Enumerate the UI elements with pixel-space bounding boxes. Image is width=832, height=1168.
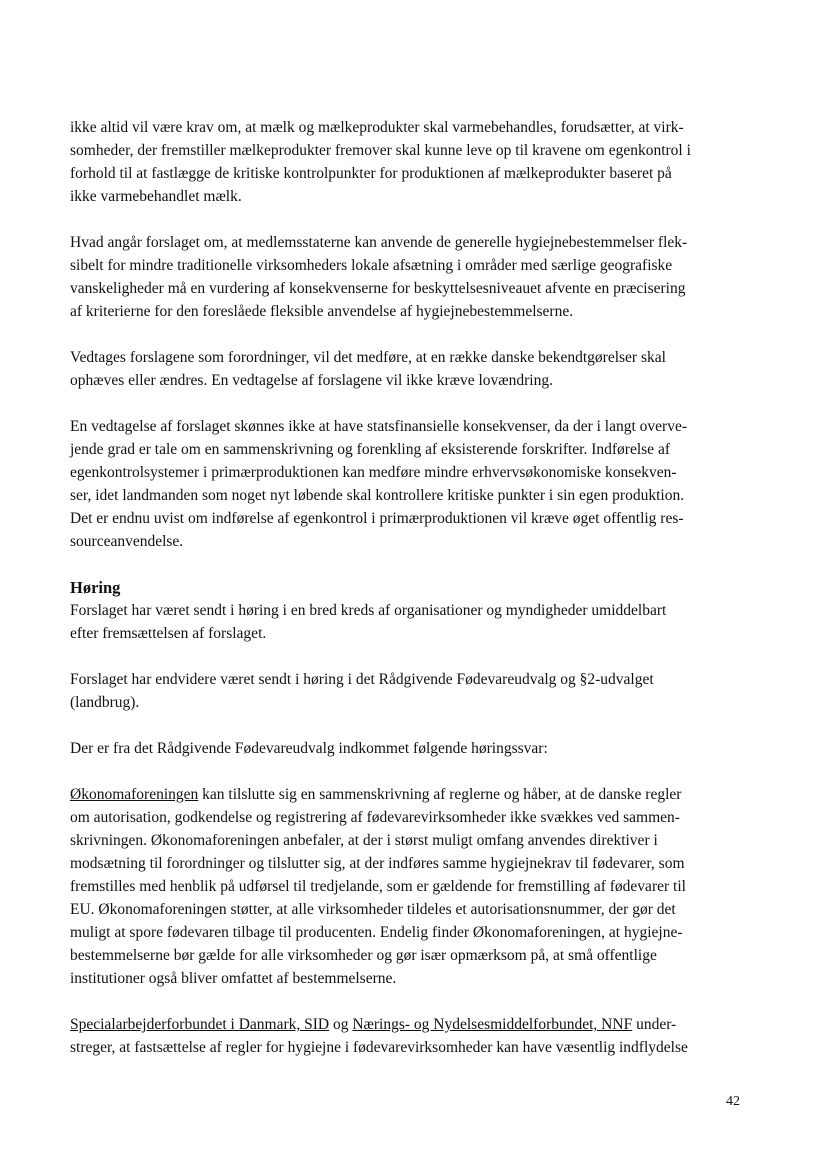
organization-name: Nærings- og Nydelsesmiddelforbundet, NNF bbox=[352, 1016, 633, 1033]
paragraph-financial-consequences bbox=[70, 415, 760, 553]
text-line: streger, at fastsættelse af regler for hygiejne i fødevarevirksomheder kan have væsentlig indflydelse bbox=[70, 1039, 688, 1056]
text-line: ikke altid vil være krav om, at mælk og mælkeprodukter skal varmebehandles, forudsætter, at virk- bbox=[70, 119, 684, 136]
text-line: ophæves eller ændres. En vedtagelse af forslagene vil ikke kræve lovændring. bbox=[70, 372, 553, 389]
paragraph-flexible-hygiene bbox=[70, 231, 760, 323]
text-line: skrivningen. Økonomaforeningen anbefaler, at der i størst muligt omfang anvendes direktiver i bbox=[70, 832, 658, 849]
text-line: sourceanvendelse. bbox=[70, 533, 184, 550]
text-line: Vedtages forslagene som forordninger, vil det medføre, at en række danske bekendtgørelser skal bbox=[70, 349, 666, 366]
organization-name: Specialarbejderforbundet i Danmark, SID bbox=[70, 1016, 330, 1033]
text-line: (landbrug). bbox=[70, 694, 140, 711]
text-line: egenkontrolsystemer i primærproduktionen kan medføre mindre erhvervsøkonomiske konsekven- bbox=[70, 464, 677, 481]
paragraph-milk-requirements bbox=[70, 116, 760, 208]
text-line: forhold til at fastlægge de kritiske kontrolpunkter for produktionen af mælkeprodukter baseret på bbox=[70, 165, 672, 182]
paragraph-horing-responses bbox=[70, 737, 760, 760]
text-line: En vedtagelse af forslaget skønnes ikke at have statsfinansielle konsekvenser, da der i langt overve- bbox=[70, 418, 688, 435]
section-horing bbox=[70, 576, 760, 645]
text-line: Der er fra det Rådgivende Fødevareudvalg indkommet følgende høringssvar: bbox=[70, 740, 548, 757]
section-heading: Høring bbox=[70, 578, 121, 597]
text-line: Forslaget har været sendt i høring i en bred kreds af organisationer og myndigheder umiddelbart bbox=[70, 602, 667, 619]
text-segment: og bbox=[329, 1016, 353, 1033]
text-line: EU. Økonomaforeningen støtter, at alle virksomheder tildeles et autorisationsnummer, der gør det bbox=[70, 901, 676, 918]
text-line: af kriterierne for den foreslåede fleksible anvendelse af hygiejnebestemmelserne. bbox=[70, 303, 574, 320]
text-line: Hvad angår forslaget om, at medlemsstaterne kan anvende de generelle hygiejnebestemmelser flek- bbox=[70, 234, 688, 251]
text-line: institutioner også bliver omfattet af bestemmelserne. bbox=[70, 970, 397, 987]
text-line: ikke varmebehandlet mælk. bbox=[70, 188, 242, 205]
text-line: somheder, der fremstiller mælkeprodukter fremover skal kunne leve op til kravene om egenkontrol i bbox=[70, 142, 691, 159]
text-line bbox=[70, 1013, 760, 1036]
document-page bbox=[70, 116, 760, 1082]
text-line: jende grad er tale om en sammenskrivning og forenkling af eksisterende forskrifter. Indførelse af bbox=[70, 441, 670, 458]
text-line: muligt at spore fødevaren tilbage til producenten. Endelig finder Økonomaforeningen, at hygiejne- bbox=[70, 924, 683, 941]
organization-name: Økonomaforeningen bbox=[70, 786, 199, 803]
text-line: modsætning til forordninger og tilslutter sig, at der indføres samme hygiejnekrav til fødevarer, som bbox=[70, 855, 685, 872]
paragraph-okonomaforeningen bbox=[70, 783, 760, 990]
text-line: fremstilles med henblik på udførsel til tredjelande, som er gældende for fremstilling af fødevarer til bbox=[70, 878, 686, 895]
text-line: ser, idet landmanden som noget nyt løbende skal kontrollere kritiske punkter i sin egen produktion. bbox=[70, 487, 685, 504]
paragraph-regulations bbox=[70, 346, 760, 392]
text-segment: under- bbox=[632, 1016, 677, 1033]
text-line: bestemmelserne bør gælde for alle virksomheder og gør især opmærksom på, at små offentlige bbox=[70, 947, 657, 964]
page-number: 42 bbox=[726, 1094, 740, 1109]
paragraph-horing-advisory bbox=[70, 668, 760, 714]
text-line: sibelt for mindre traditionelle virksomheders lokale afsætning i områder med særlige geografiske bbox=[70, 257, 673, 274]
text-line: efter fremsættelsen af forslaget. bbox=[70, 625, 267, 642]
text-segment: kan tilslutte sig en sammenskrivning af reglerne og håber, at de danske regler bbox=[198, 786, 682, 803]
text-line: vanskeligheder må en vurdering af konsekvenserne for beskyttelsesniveauet afvente en præcisering bbox=[70, 280, 686, 297]
paragraph-sid-nnf bbox=[70, 1013, 760, 1059]
text-line: Det er endnu uvist om indførelse af egenkontrol i primærproduktionen vil kræve øget offentlig res- bbox=[70, 510, 684, 527]
text-line bbox=[70, 783, 760, 806]
text-line: Forslaget har endvidere været sendt i høring i det Rådgivende Fødevareudvalg og §2-udvalget bbox=[70, 671, 654, 688]
text-line: om autorisation, godkendelse og registrering af fødevarevirksomheder ikke svækkes ved sammen- bbox=[70, 809, 680, 826]
